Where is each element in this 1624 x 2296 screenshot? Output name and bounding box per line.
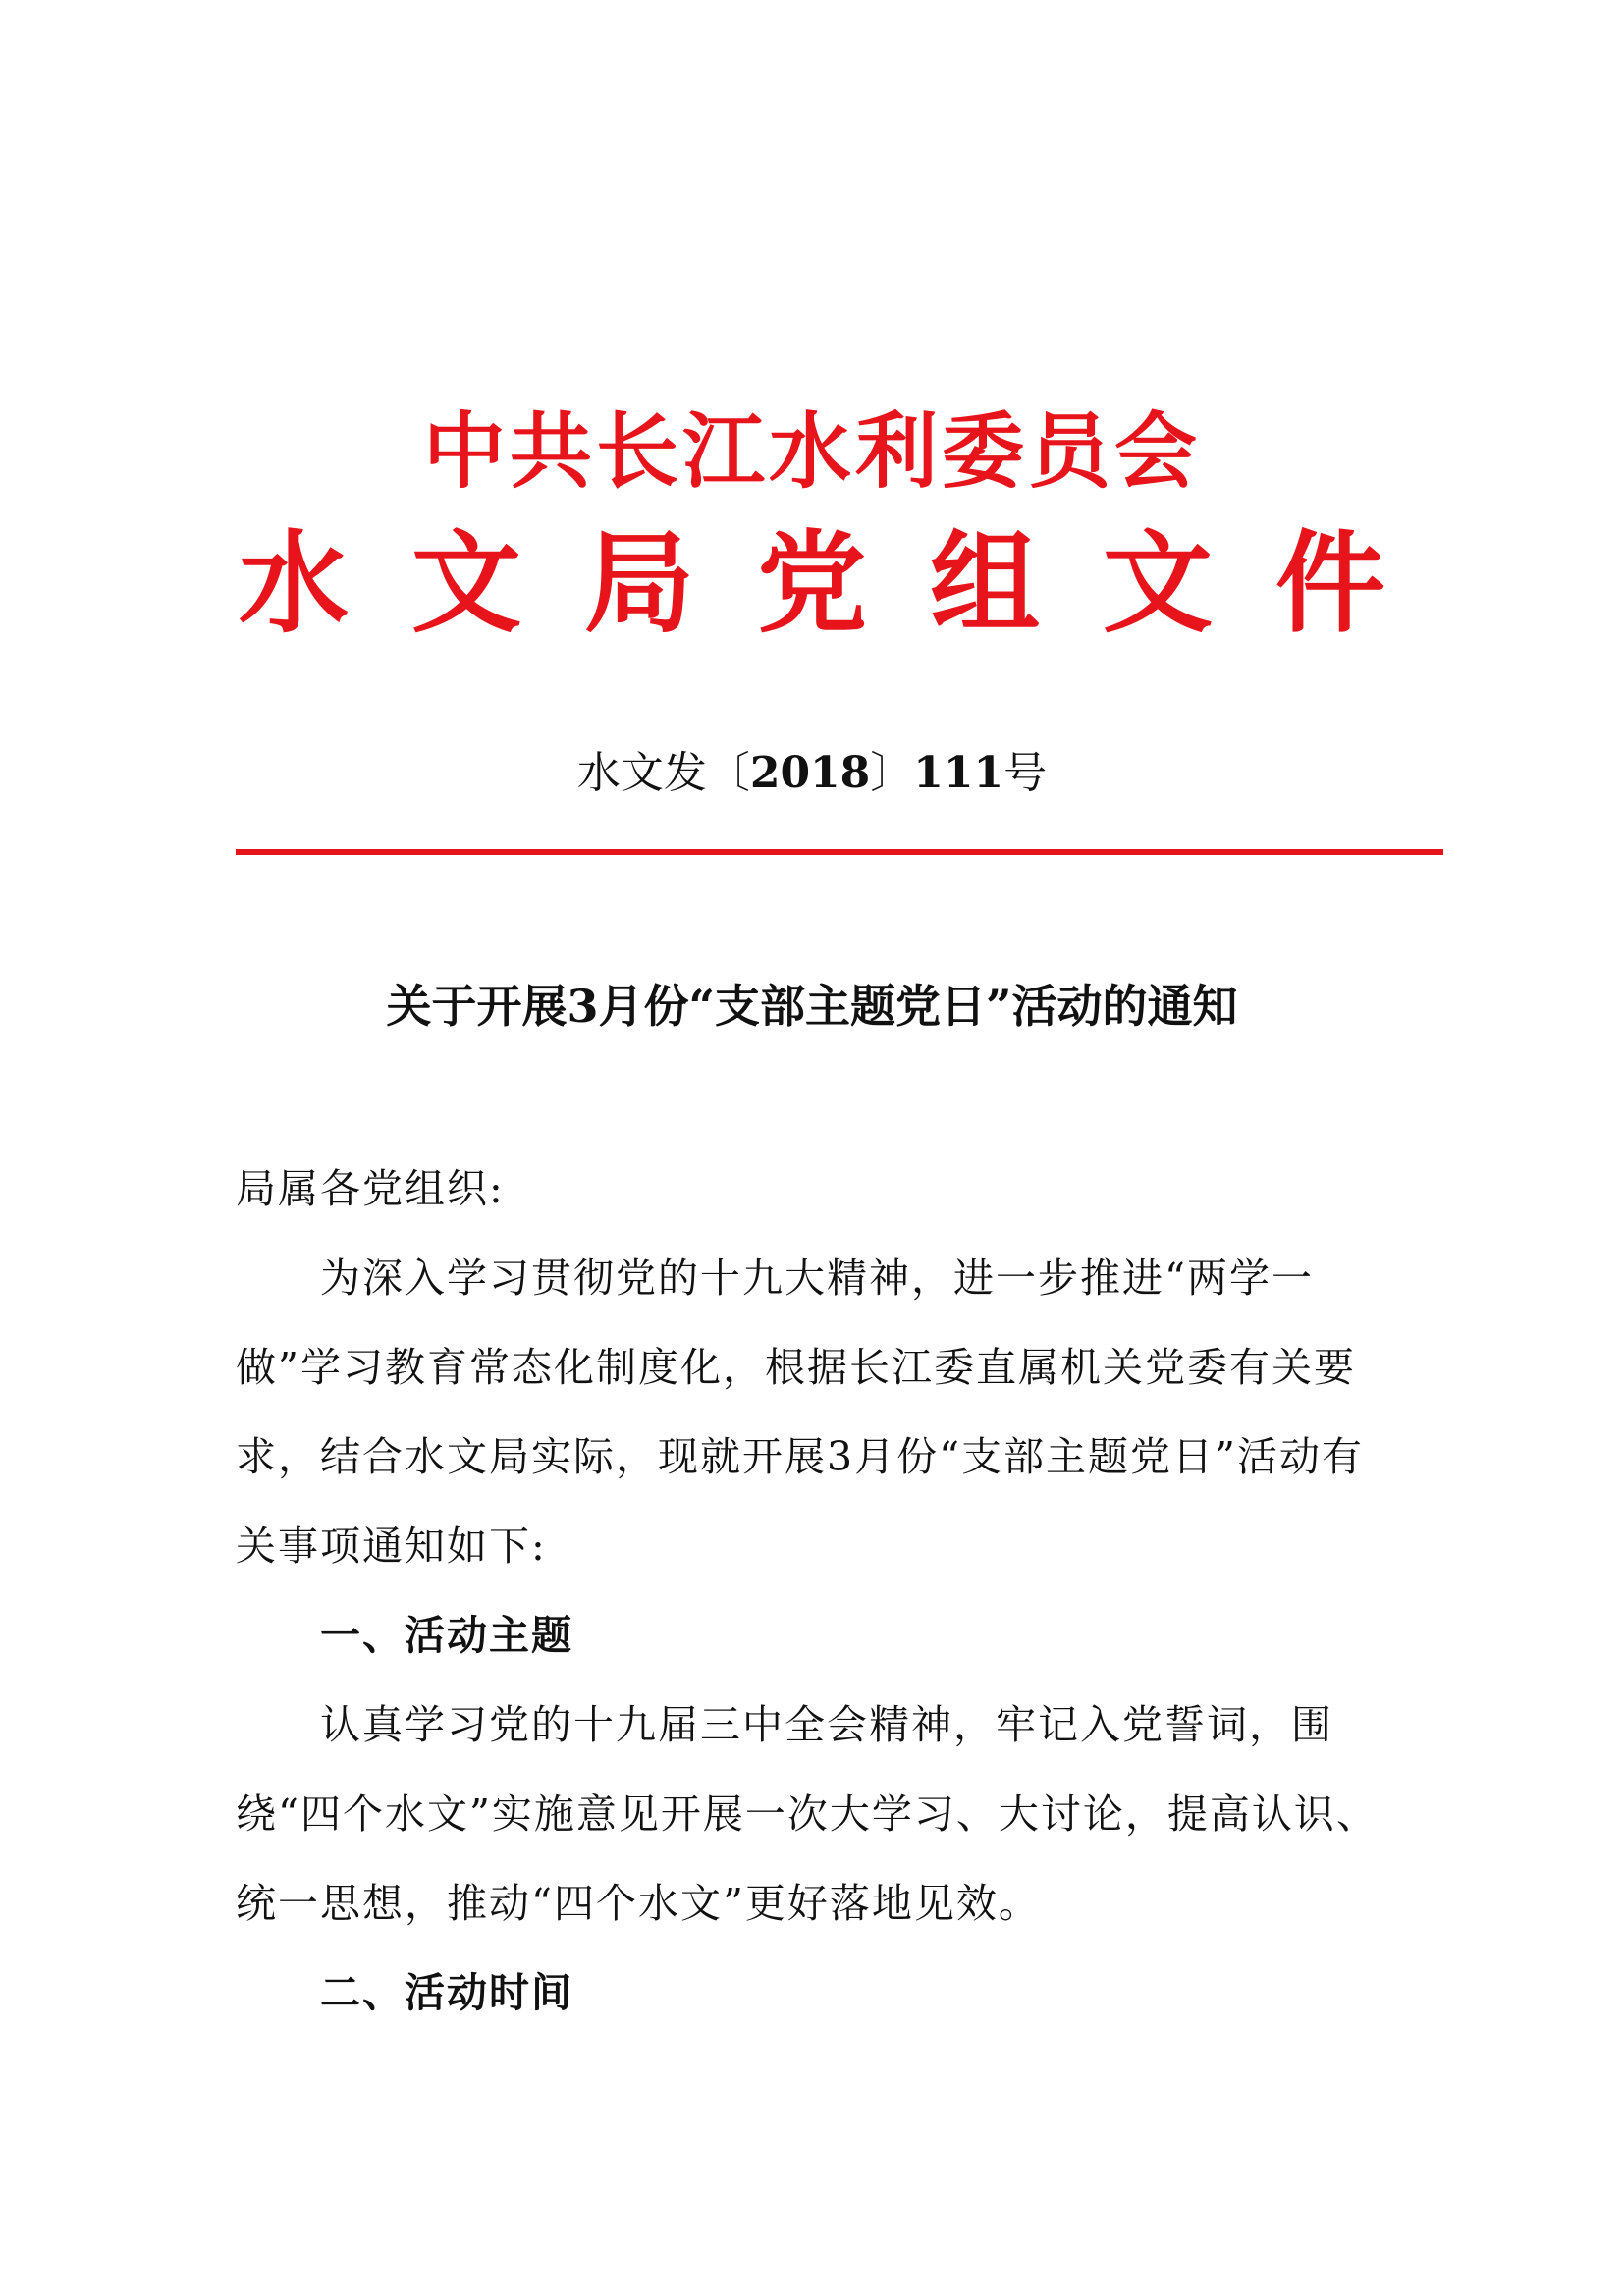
document-number-suffix: 号: [1003, 748, 1048, 798]
section-heading-time: 二、活动时间: [320, 1969, 573, 2016]
salutation: 局属各党组织:: [236, 1165, 505, 1212]
document-number: [0, 744, 1624, 803]
issuing-organization-line1: 中共长江水利委员会: [422, 403, 1201, 500]
red-divider-line: [236, 849, 1443, 855]
document-number-bracket: 〕: [870, 748, 914, 798]
document-title: 关于开展3月份“支部主题党日”活动的通知: [386, 980, 1238, 1033]
document-number-prefix: 水文发〔: [576, 748, 750, 798]
document-number-year: 2018: [749, 748, 871, 798]
issuing-organization-line2: 水文局党组文件: [239, 520, 1448, 648]
section-body-theme: 认真学习党的十九届三中全会精神，牢记入党誓词，围绕“四个水文”实施意见开展一次大学习、大讨论，提高认识、统一思想，推动“四个水文”更好落地见效。: [236, 1701, 1379, 1927]
document-number-serial: 111: [913, 748, 1004, 798]
intro-paragraph: 为深入学习贯彻党的十九大精神，进一步推进“两学一做”学习教育常态化制度化，根据长江委直属机关党委有关要求，结合水文局实际，现就开展3月份“支部主题党日”活动有关事项通知如下:: [236, 1255, 1365, 1570]
section-heading-theme: 一、活动主题: [320, 1612, 573, 1659]
